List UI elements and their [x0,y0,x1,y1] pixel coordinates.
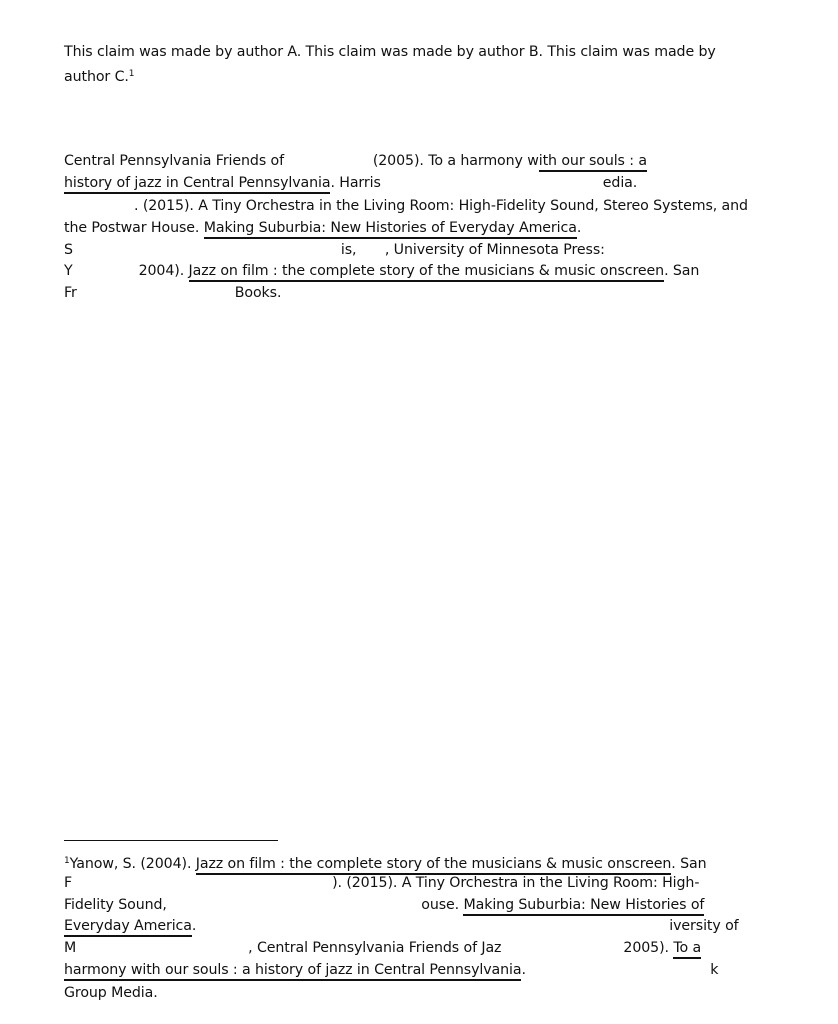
footnote-line-4 [64,916,739,936]
footnote-line-5 [64,938,701,958]
bib-text: 2004). [138,263,189,279]
footnote-title: Making Suburbia: New Histories of [463,897,704,916]
bibliography-line-4 [64,218,581,238]
footnote-line-6 [64,960,718,980]
bib-title: Jazz on film : the complete story of the musicians & music onscreen [189,263,665,282]
claim-text: author C. [64,69,129,85]
footnote-text: ). (2015). A Tiny Orchestra in the Living Room: High- [332,875,700,891]
footnote-title: Everyday America [64,918,192,937]
bib-text: Fr [64,285,77,301]
footnote-text: k [710,962,719,978]
bib-text: S [64,242,73,258]
bib-title: Making Suburbia: New Histories of Everyday America [204,220,577,239]
bib-title: history of jazz in Central Pennsylvania [64,175,330,194]
footnote-text: . [191,918,197,934]
bibliography-line-5 [64,240,605,260]
footnote-text: 2005). [623,940,674,956]
claim-line-1 [64,42,716,62]
footnote-line-2 [64,873,699,893]
footnote-text: , Central Pennsylvania Friends of Jaz [248,940,502,956]
footnote-text: Fidelity Sound, [64,897,172,913]
bib-text: the Postwar House. [64,220,204,236]
bib-text: . (2015). A Tiny Orchestra in the Living Room: High-Fidelity Sound, Stereo Systems, and [134,198,748,214]
bibliography-line-2 [64,173,637,193]
bibliography-line-6 [64,261,699,281]
footnote-line-3 [64,895,704,915]
footnote-text: iversity of [669,918,739,934]
footnote-text: . San [671,856,707,872]
bibliography-line-3 [64,196,748,216]
footnote-text: Yanow, S. (2004). [69,856,196,872]
bib-text: Books. [234,285,282,301]
bib-title: ith our souls : a [539,153,647,172]
bib-text: (2005). To a harmony w [368,153,539,169]
footnote-text: . [521,962,531,978]
bib-text: Y [64,263,73,279]
footnote-title: harmony with our souls : a history of jazz in Central Pennsylvania [64,962,521,981]
bibliography-line-7 [64,283,281,303]
bib-text: edia. [602,175,638,191]
footnote-text: ouse. [421,897,464,913]
footnote-text: M [64,940,77,956]
claim-line-2 [64,64,134,87]
bib-text: Central Pennsylvania Friends of [64,153,289,169]
footnote-line-1 [64,851,707,874]
bib-text: . [576,220,582,236]
footnote-title: To a [673,940,701,959]
footnote-title: : the complete story of the musicians & music onscreen [276,856,672,875]
bib-text: is, [340,242,361,258]
footnote-line-7 [64,983,158,1003]
footnote-separator [64,840,278,841]
footnote-text: Group Media. [64,985,158,1001]
footnote-text: F [64,875,73,891]
bibliography-line-1 [64,151,647,171]
bib-text: . San [664,263,700,279]
footnote-title: Jazz on film [196,856,276,875]
footnote-reference[interactable]: 1 [128,69,135,79]
bib-text: . Harris [330,175,381,191]
claim-text: This claim was made by author A. This claim was made by author B. This claim was made by [64,44,716,60]
bib-text: , University of Minnesota Press: [384,242,605,258]
footnote-number: 1 [64,856,70,866]
